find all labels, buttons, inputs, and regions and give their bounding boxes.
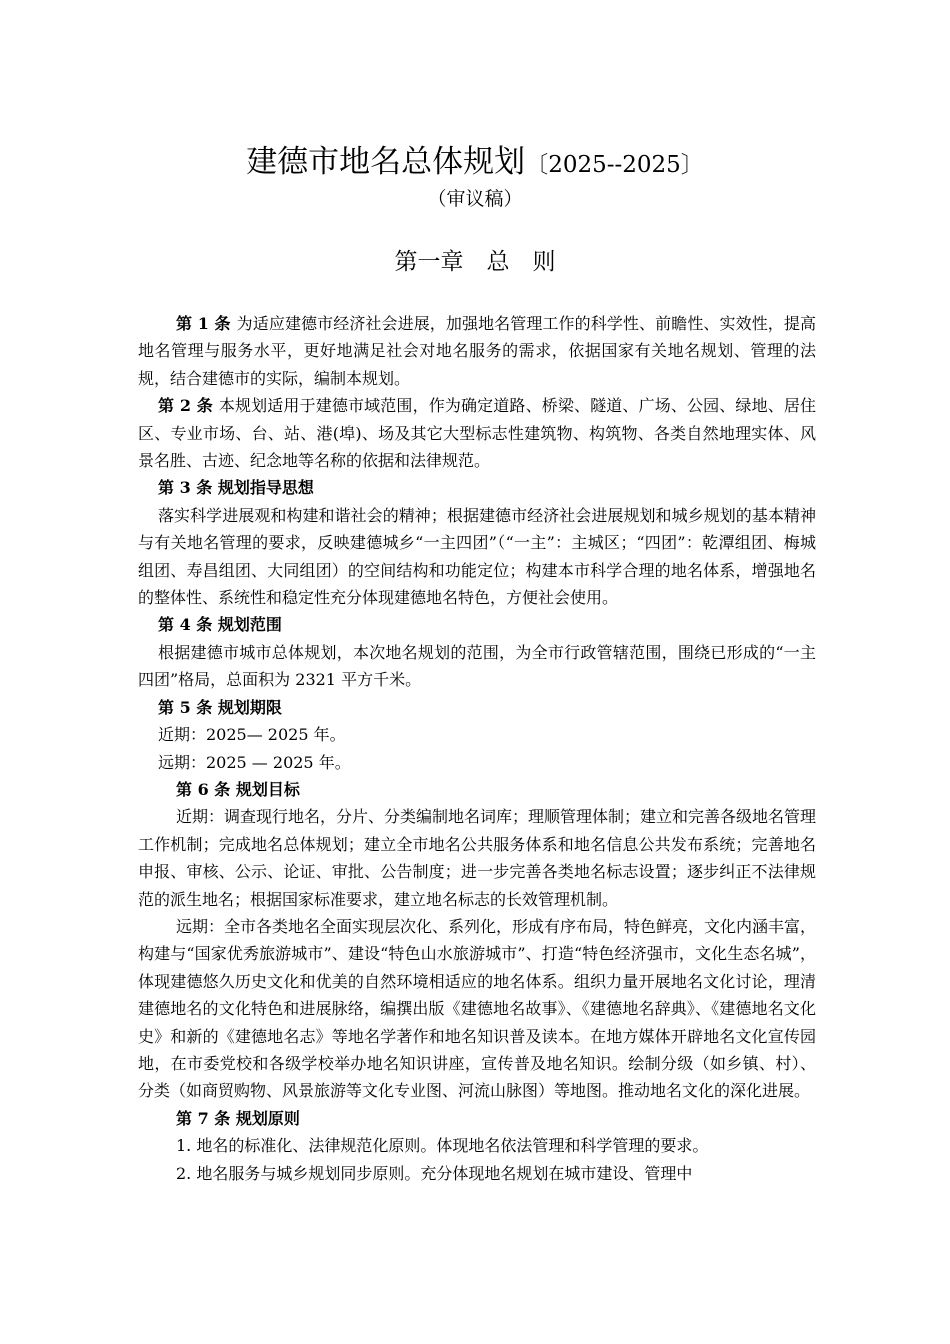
article-5-heading: 第 5 条 规划期限 (158, 697, 282, 717)
article-4-text: 根据建德市城市总体规划，本次地名规划的范围，为全市行政管辖范围，围绕已形成的“一主四团”格局，总面积为 2321 平方千米。 (138, 642, 816, 690)
chapter-heading: 第一章 总 则 (394, 249, 556, 275)
article-1 (138, 310, 816, 392)
article-6-long-term: 远期：全市各类地名全面实现层次化、系列化，形成有序布局，特色鲜亮，文化内涵丰富，构建与“国家优秀旅游城市”、建设“特色山水旅游城市”、打造“特色经济强市，文化生态名城”，体现建德悠久历史文化和优美的自然环境相适应的地名体系。组织力量开展地名文化讨论，理清建德地名的文化特色和进展脉络，编撰出版《建德地名故事》、《建德地名辞典》、《建德地名文化史》和新的《建德地名志》等地名学著作和地名知识普及读本。在地方媒体开辟地名文化宣传园地，在市委党校和各级学校举办地名知识讲座，宣传普及地名知识。绘制分级（如乡镇、村）、分类（如商贸购物、风景旅游等文化专业图、河流山脉图）等地图。推动地名文化的深化进展。 (138, 916, 817, 1101)
title-year: 〔2025--2025〕 (525, 152, 704, 178)
article-7-item-1: 1. 地名的标准化、法律规范化原则。体现地名依法管理和科学管理的要求。 (176, 1136, 709, 1156)
article-1-label: 第 1 条 (176, 314, 231, 333)
title-main: 建德市地名总体规划 (246, 144, 526, 180)
article-3-heading: 第 3 条 规划指导思想 (158, 478, 314, 498)
article-7-item-2: 2. 地名服务与城乡规划同步原则。充分体现地名规划在城市建设、管理中 (176, 1163, 693, 1183)
article-5-long-term: 远期：2025 — 2025 年。 (158, 752, 351, 772)
article-6-near-term: 近期：调查现行地名，分片、分类编制地名词库；理顺管理体制；建立和完善各级地名管理工作机制；完成地名总体规划；建立全市地名公共服务体系和地名信息公共发布系统；完善地名申报、审核、公示、论证、审批、公告制度；进一步完善各类地名标志设置；逐步纠正不法律规范的派生地名；根据国家标准要求，建立地名标志的长效管理机制。 (138, 807, 817, 909)
article-4-heading: 第 4 条 规划范围 (158, 615, 282, 635)
article-1-text: 为适应建德市经济社会进展，加强地名管理工作的科学性、前瞻性、实效性，提高地名管理与服务水平，更好地满足社会对地名服务的需求，依据国家有关地名规划、管理的法规，结合建德市的实际，编制本规划。 (138, 314, 816, 388)
article-5-near-term: 近期：2025— 2025 年。 (158, 725, 346, 745)
article-6-heading: 第 6 条 规划目标 (176, 779, 300, 799)
article-7-heading: 第 7 条 规划原则 (176, 1108, 300, 1128)
document-title (0, 140, 950, 187)
document-subtitle: （审议稿） (427, 188, 523, 210)
article-3-text: 落实科学进展观和构建和谐社会的精神；根据建德市经济社会进展规划和城乡规划的基本精神与有关地名管理的要求，反映建德城乡“一主四团”（“一主”：主城区；“四团”：乾潭组团、梅城组团、寿昌组团、大同组团）的空间结构和功能定位；构建本市科学合理的地名体系，增强地名的整体性、系统性和稳定性充分体现建德地名特色，方便社会使用。 (138, 505, 816, 608)
article-2-text: 本规划适用于建德市域范围，作为确定道路、桥梁、隧道、广场、公园、绿地、居住区、专业市场、台、站、港(埠)、场及其它大型标志性建筑物、构筑物、各类自然地理实体、风景名胜、古迹、纪念地等名称的依据和法律规范。 (138, 396, 816, 471)
article-2 (138, 392, 816, 474)
document-body (138, 310, 816, 1187)
article-2-label: 第 2 条 (158, 396, 213, 416)
